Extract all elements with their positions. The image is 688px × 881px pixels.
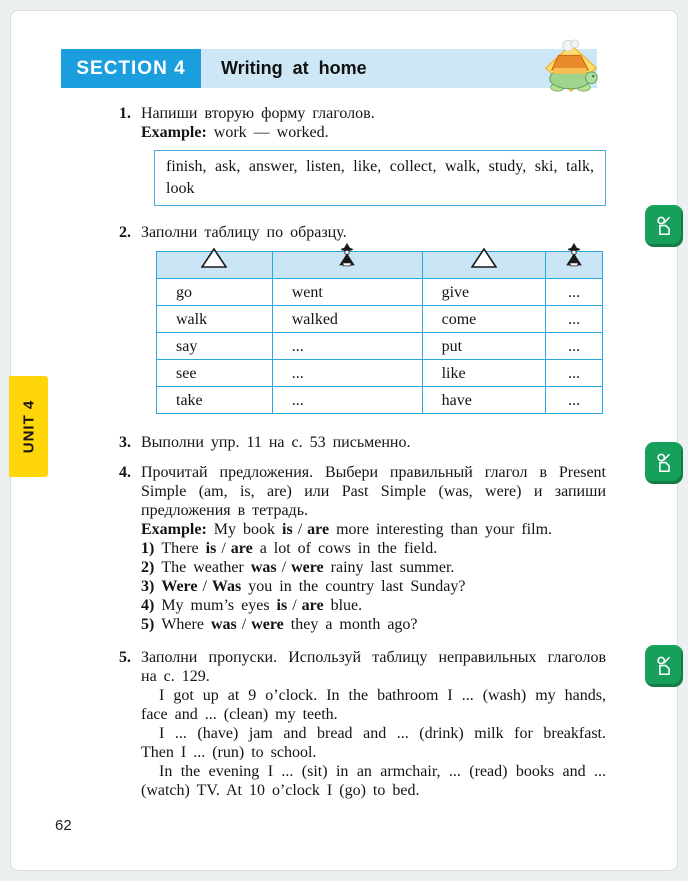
exercise-3-instruction: Выполни упр. 11 на с. 53 письменно. <box>141 434 411 451</box>
page-content <box>105 104 606 800</box>
table-row <box>157 333 603 360</box>
unit-tab-label: UNIT 4 <box>20 399 38 454</box>
sentence-item: 2) The weather was / were rainy last summer. <box>141 559 455 576</box>
table-cell: see <box>157 360 273 387</box>
present-tense-triangle-icon <box>201 248 227 268</box>
sentence-item: 4) My mum’s eyes is / are blue. <box>141 597 363 614</box>
table-cell: ... <box>272 333 422 360</box>
exercise-number: 5. <box>119 649 131 666</box>
table-header-cell <box>272 252 422 279</box>
page-number: 62 <box>55 817 72 834</box>
unit-tab <box>9 376 48 477</box>
exercise-1-instruction: Напиши вторую форму глаголов. <box>141 105 375 122</box>
exercise-4 <box>105 463 606 634</box>
section-badge <box>61 49 201 88</box>
exercise-4-example: Example: My book is / are more interesting than your film. <box>141 521 553 538</box>
section-title-strip <box>201 49 597 88</box>
present-tense-triangle-icon <box>471 248 497 268</box>
story-paragraph: I got up at 9 o’clock. In the bathroom I ... (wash) my hands, face and ... (clean) my teeth. <box>141 687 606 723</box>
verb-forms-table <box>156 251 603 414</box>
table-cell: take <box>157 387 273 414</box>
exercise-1-example: Example: work — worked. <box>141 124 329 141</box>
table-cell: ... <box>272 387 422 414</box>
table-header-cell <box>546 252 603 279</box>
exercise-number: 2. <box>119 224 131 241</box>
table-cell: go <box>157 279 273 306</box>
table-cell: walk <box>157 306 273 333</box>
exercise-4-instruction: Прочитай предложения. Выбери правильный глагол в Present Simple (am, is, are) или Past Simple (was, were) и запиши предложения в тетрадь. <box>141 464 606 519</box>
table-header-row <box>157 252 603 279</box>
exercise-number: 1. <box>119 105 131 122</box>
exercise-2 <box>105 223 606 414</box>
past-tense-gnome-icon <box>335 242 359 268</box>
table-cell: ... <box>272 360 422 387</box>
writing-hand-icon <box>645 205 683 247</box>
table-cell: give <box>422 279 546 306</box>
table-cell: ... <box>546 333 603 360</box>
section-title: Writing at home <box>221 58 367 78</box>
table-cell: went <box>272 279 422 306</box>
sentence-item: 3) Were / Was you in the country last Sunday? <box>141 578 466 595</box>
table-cell: have <box>422 387 546 414</box>
story-paragraph: I ... (have) jam and bread and ... (drink) milk for breakfast. Then I ... (run) to school. <box>141 725 606 761</box>
writing-hand-icon <box>645 645 683 687</box>
section-badge-label: SECTION 4 <box>76 57 186 79</box>
table-row <box>157 279 603 306</box>
table-cell: walked <box>272 306 422 333</box>
table-cell: ... <box>546 279 603 306</box>
exercise-number: 3. <box>119 434 131 451</box>
example-label: Example: <box>141 521 207 538</box>
exercise-5 <box>105 648 606 800</box>
table-cell: ... <box>546 306 603 333</box>
exercise-3 <box>105 433 606 452</box>
table-row <box>157 387 603 414</box>
word-box: finish, ask, answer, listen, like, collect, walk, study, ski, talk, look <box>154 150 606 206</box>
section-header <box>61 49 597 88</box>
sentence-item: 1) There is / are a lot of cows in the field. <box>141 540 438 557</box>
table-cell: come <box>422 306 546 333</box>
sentence-item: 5) Where was / were they a month ago? <box>141 616 418 633</box>
exercise-number: 4. <box>119 464 131 481</box>
exercise-5-instruction: Заполни пропуски. Используй таблицу неправильных глаголов на с. 129. <box>141 649 606 685</box>
example-label: Example: <box>141 124 207 141</box>
turtle-mascot-icon <box>539 38 603 98</box>
table-row <box>157 360 603 387</box>
table-cell: ... <box>546 360 603 387</box>
table-cell: say <box>157 333 273 360</box>
table-cell: put <box>422 333 546 360</box>
exercise-2-instruction: Заполни таблицу по образцу. <box>141 224 347 241</box>
table-cell: ... <box>546 387 603 414</box>
writing-hand-icon <box>645 442 683 484</box>
exercise-1 <box>105 104 606 206</box>
table-header-cell <box>157 252 273 279</box>
table-row <box>157 306 603 333</box>
table-cell: like <box>422 360 546 387</box>
table-header-cell <box>422 252 546 279</box>
book-page <box>10 10 678 871</box>
past-tense-gnome-icon <box>562 242 586 268</box>
story-paragraph: In the evening I ... (sit) in an armchair, ... (read) books and ... (watch) TV. At 10 o’clock I (go) to bed. <box>141 763 606 799</box>
